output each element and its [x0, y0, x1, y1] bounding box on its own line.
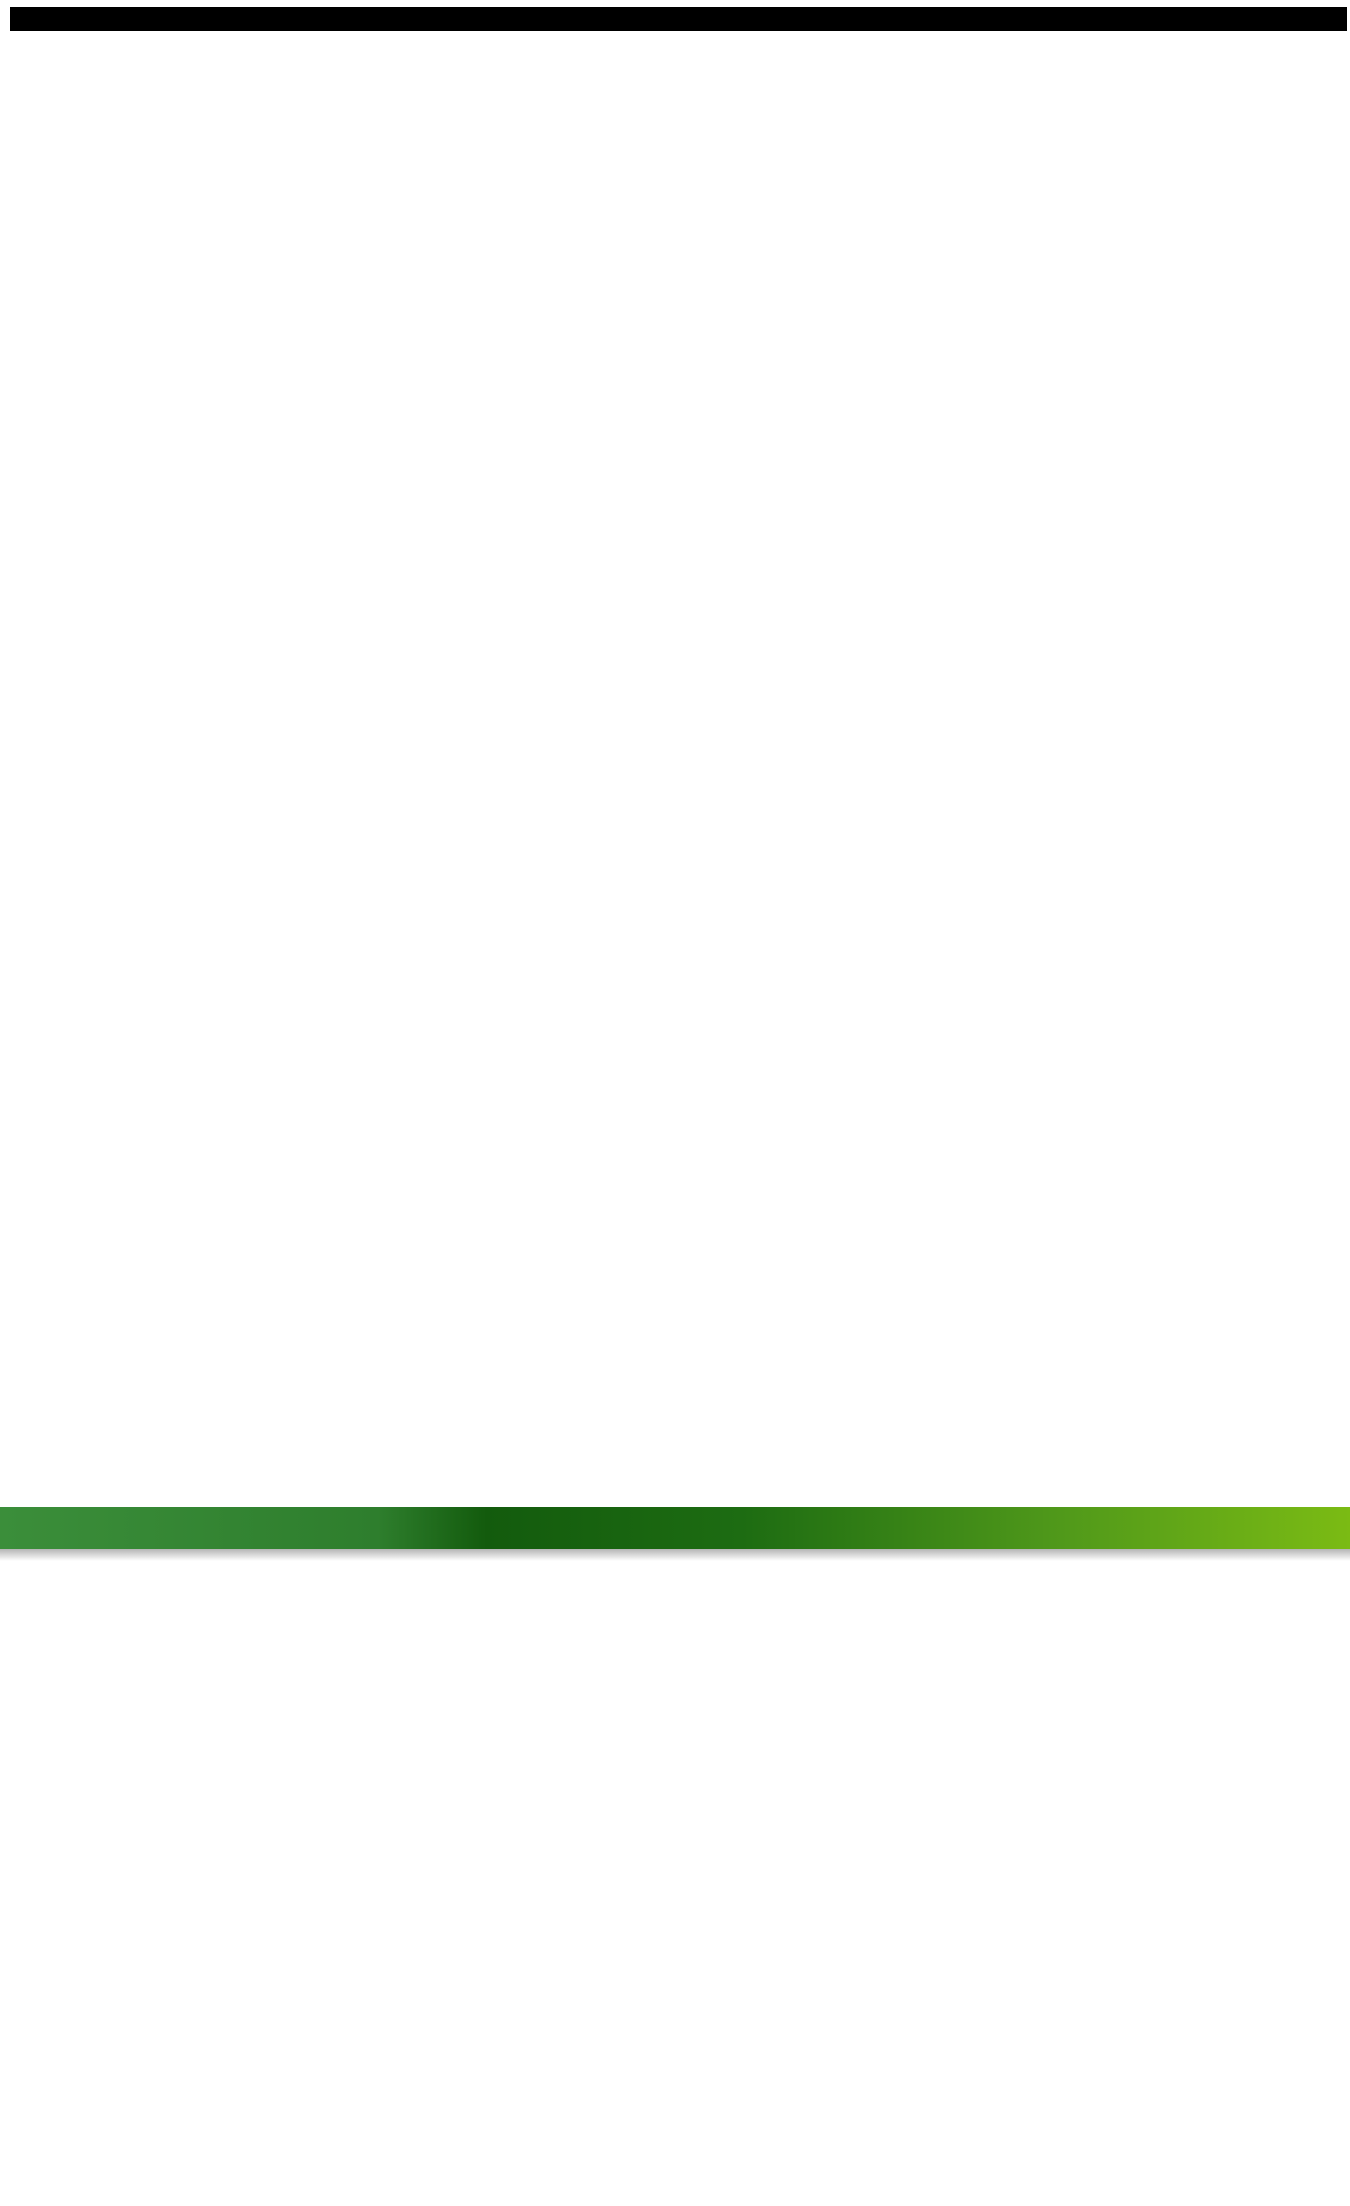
alarm-table-top	[10, 31, 1347, 1507]
table-header	[10, 7, 1347, 31]
banner-shadow	[0, 1549, 1350, 1561]
overlay-banner	[0, 1507, 1350, 1549]
alarm-table-bottom	[10, 1549, 1347, 2199]
